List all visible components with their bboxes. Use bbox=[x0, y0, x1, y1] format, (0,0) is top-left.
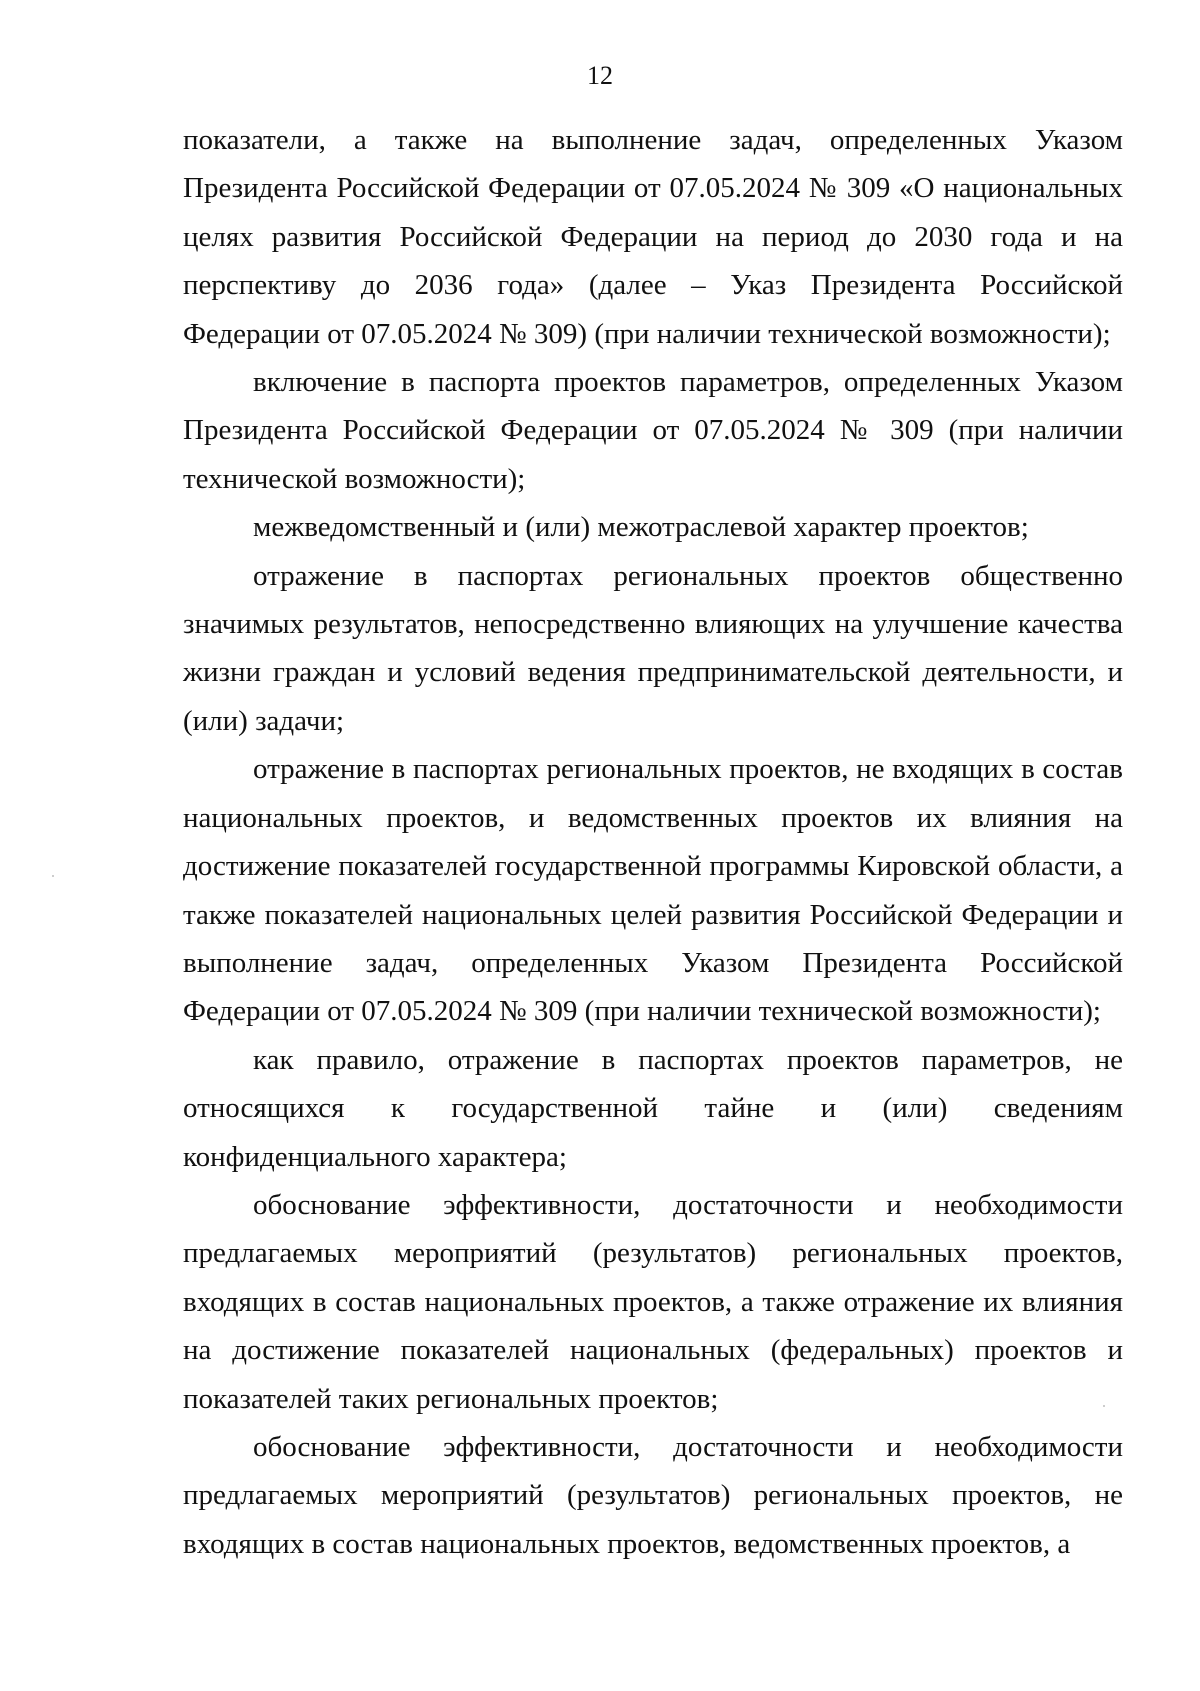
paragraph: отражение в паспортах региональных проектов, не входящих в состав национальных проектов, и ведомственных проектов их влияния на достижение показателей государственной программы Кировской области, а также показателей национальных целей развития Российской Федерации и выполнение задач, определенных Указом Президента Российской Федерации от 07.05.2024 № 309 (при наличии технической возможности); bbox=[183, 753, 1123, 1028]
scan-artifact bbox=[1103, 1405, 1105, 1407]
scan-artifact bbox=[52, 875, 54, 877]
paragraph: отражение в паспортах региональных проектов общественно значимых результатов, непосредственно влияющих на улучшение качества жизни граждан и условий ведения предпринимательской деятельности, и (или) задачи; bbox=[183, 559, 1123, 737]
paragraph: межведомственный и (или) межотраслевой характер проектов; bbox=[253, 511, 1029, 544]
paragraph-continuation: показатели, а также на выполнение задач, определенных Указом Президента Российской Федерации от 07.05.2024 № 309 «О национальных целях развития Российской Федерации на период до 2030 года и на перспективу до 2036 года» (далее – Указ Президента Российской Федерации от 07.05.2024 № 309) (при наличии технической возможности); bbox=[183, 124, 1123, 350]
paragraph-continued: обоснование эффективности, достаточности и необходимости предлагаемых мероприятий (результатов) региональных проектов, не входящих в состав национальных проектов, ведомственных проектов, а bbox=[183, 1430, 1123, 1560]
page-number: 12 bbox=[587, 61, 613, 90]
paragraph: как правило, отражение в паспортах проектов параметров, не относящихся к государственной тайне и (или) сведениям конфиденциального характера; bbox=[183, 1043, 1123, 1173]
document-body bbox=[183, 116, 1123, 1568]
paragraph: включение в паспорта проектов параметров, определенных Указом Президента Российской Федерации от 07.05.2024 № 309 (при наличии технической возможности); bbox=[183, 366, 1123, 495]
paragraph: обоснование эффективности, достаточности и необходимости предлагаемых мероприятий (результатов) региональных проектов, входящих в состав национальных проектов, а также отражение их влияния на достижение показателей национальных (федеральных) проектов и показателей таких региональных проектов; bbox=[183, 1188, 1123, 1415]
